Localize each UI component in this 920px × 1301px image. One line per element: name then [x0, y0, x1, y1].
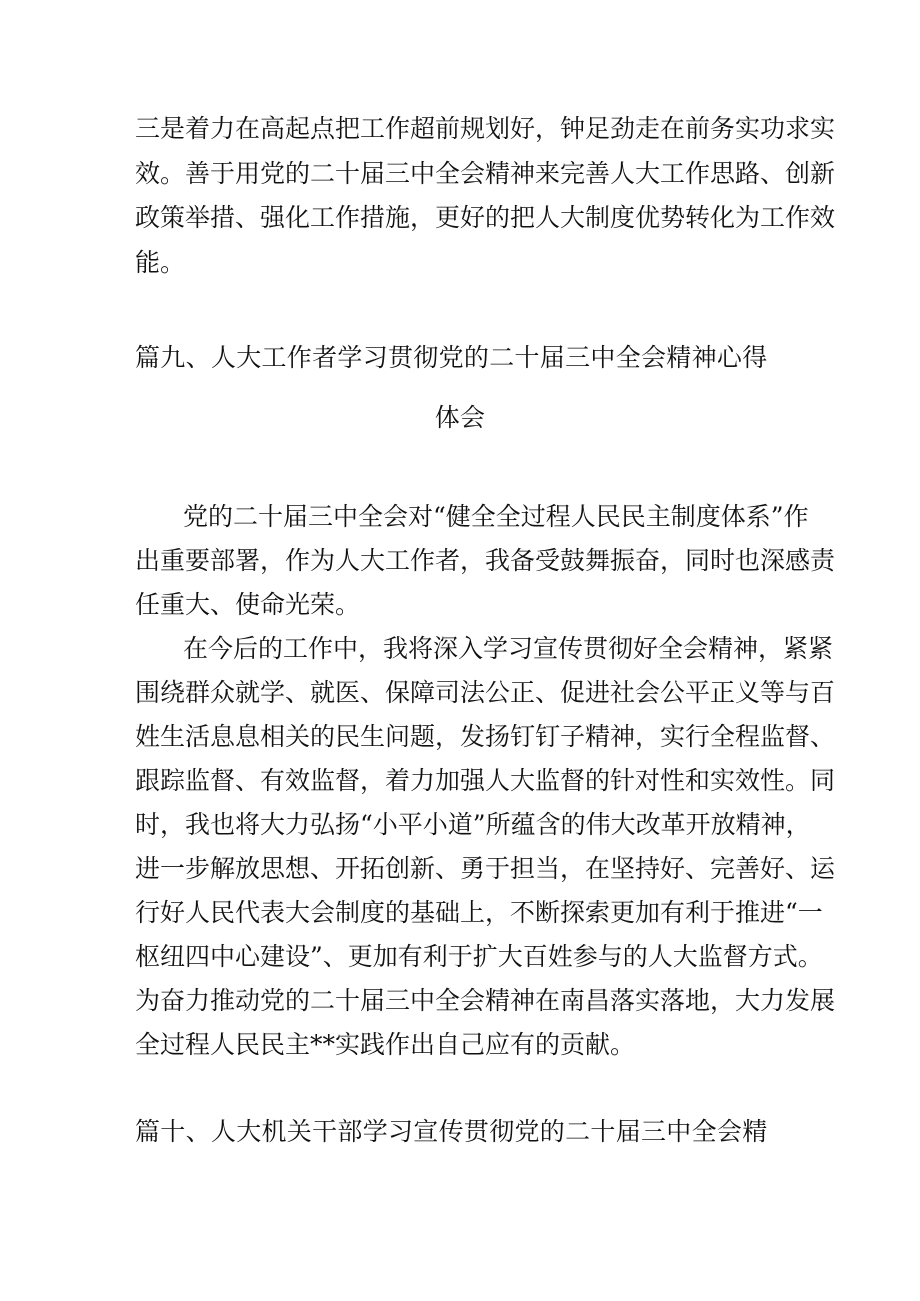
- text-line: 效。善于用党的二十届三中全会精神来完善人大工作思路、创新: [135, 159, 836, 188]
- section-nine-title: 篇九、人大工作者学习贯彻党的二十届三中全会精神心得: [135, 343, 768, 372]
- text-line: 枢纽四中心建设”、更加有利于扩大百姓参与的人大监督方式。: [135, 942, 823, 971]
- text-line: 进一步解放思想、开拓创新、勇于担当，在坚持好、完善好、运: [135, 854, 836, 883]
- text-line: 在今后的工作中，我将深入学习宣传贯彻好全会精神，紧紧: [183, 634, 834, 663]
- section-ten-title: 篇十、人大机关干部学习宣传贯彻党的二十届三中全会精: [135, 1117, 768, 1146]
- text-line: 行好人民代表大会制度的基础上，不断探索更加有利于推进“一: [135, 898, 823, 927]
- text-line: 出重要部署，作为人大工作者，我备受鼓舞振奋，同时也深感责: [135, 546, 836, 575]
- text-line: 政策举措、强化工作措施，更好的把人大制度优势转化为工作效: [135, 203, 836, 232]
- text-line: 围绕群众就学、就医、保障司法公正、促进社会公平正义等与百: [135, 678, 836, 707]
- text-line: 能。: [135, 248, 186, 277]
- text-line: 为奋力推动党的二十届三中全会精神在南昌落实落地，大力发展: [135, 986, 836, 1015]
- text-line: 时，我也将大力弘扬“小平小道”所蕴含的伟大改革开放精神，: [135, 810, 811, 839]
- text-line: 任重大、使命光荣。: [135, 590, 361, 619]
- text-line: 全过程人民民主**实践作出自己应有的贡献。: [135, 1030, 636, 1059]
- text-line: 姓生活息息相关的民生问题，发扬钉钉子精神，实行全程监督、: [135, 722, 836, 751]
- text-line: 三是着力在高起点把工作超前规划好，钟足劲走在前务实功求实: [135, 114, 836, 143]
- text-line: 跟踪监督、有效监督，着力加强人大监督的针对性和实效性。同: [135, 766, 836, 795]
- section-nine-title-continuation: 体会: [434, 403, 486, 432]
- text-line: 党的二十届三中全会对“健全全过程人民民主制度体系”作: [183, 502, 809, 531]
